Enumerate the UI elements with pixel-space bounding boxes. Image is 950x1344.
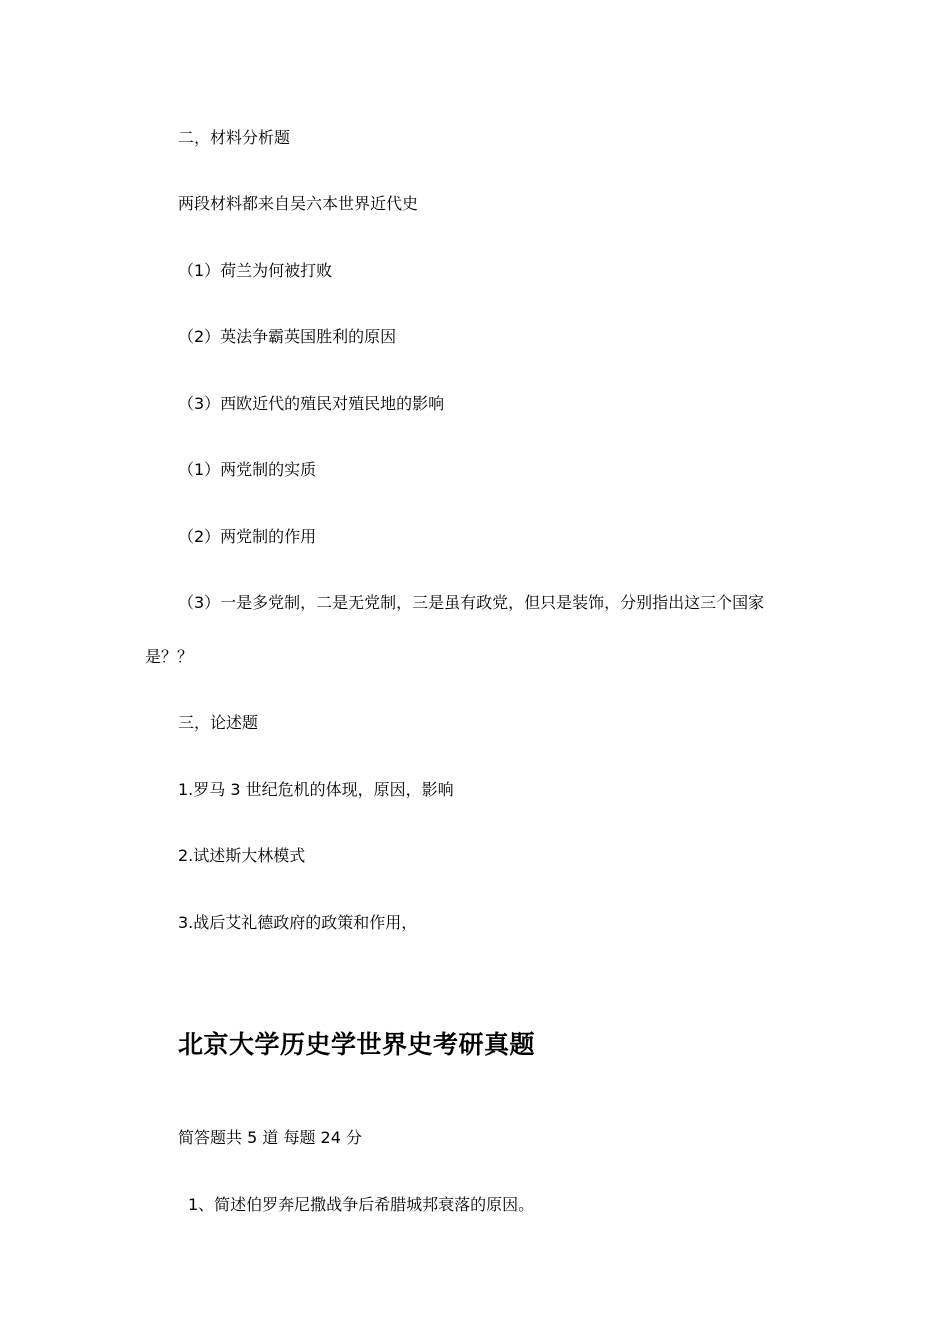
essay-question: 2.试述斯大林模式	[178, 846, 306, 865]
section-heading-material-analysis: 二，材料分析题	[178, 128, 291, 147]
section-heading-essay: 三，论述题	[178, 713, 259, 732]
exam-title: 北京大学历史学世界史考研真题	[178, 1030, 536, 1059]
question-item: （3）一是多党制，二是无党制，三是虽有政党，但只是装饰，分别指出这三个国家	[178, 593, 765, 612]
question-item-continuation: 是？？	[145, 647, 194, 666]
question-item: （1）荷兰为何被打败	[178, 261, 333, 280]
question-item: （3）西欧近代的殖民对殖民地的影响	[178, 394, 445, 413]
question-item: （2）英法争霸英国胜利的原因	[178, 327, 397, 346]
materials-intro: 两段材料都来自吴六本世界近代史	[178, 194, 419, 213]
question-item: （1）两党制的实质	[178, 460, 317, 479]
short-answer-question: 1、简述伯罗奔尼撒战争后希腊城邦衰落的原因。	[188, 1195, 535, 1214]
essay-question: 3.战后艾礼德政府的政策和作用，	[178, 913, 418, 932]
question-item: （2）两党制的作用	[178, 527, 317, 546]
short-answer-info: 简答题共 5 道 每题 24 分	[178, 1128, 362, 1147]
essay-question: 1.罗马 3 世纪危机的体现，原因，影响	[178, 780, 454, 799]
